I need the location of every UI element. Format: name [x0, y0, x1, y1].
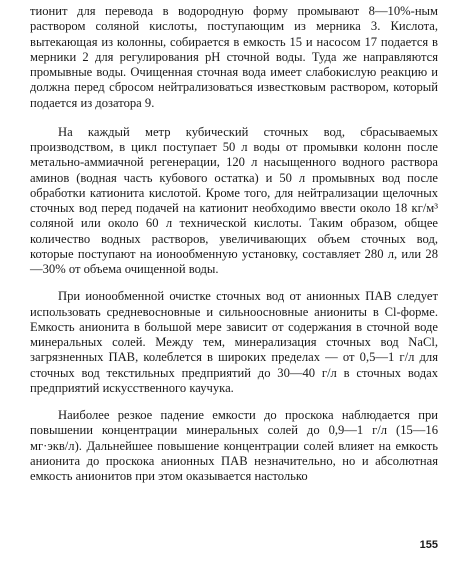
paragraph-water-balance: На каждый метр кубический сточных вод, сбрасываемых производством, в цикл поступает 50 л воды от промывки колонн после метально-аммиачной регенерации, 120 л насыщенного водного раствора аминов (водная часть кубового остатка) и 50 л промывных вод после обработки катионита кислотой. Кроме того, для нейтрализации щелочных сточных вод перед подачей на катионит необходимо ввести около 18 кг/м³ соляной или около 60 л технической кислоты. Таким образом, общее количество водных растворов, увеличивающих объем сточных вод, которые поступают на ионообменную установку, составляет 280 л, или 28—30% от объема очищенной воды. — [30, 124, 438, 276]
paragraph-continuation: тионит для перевода в водородную форму промывают 8—10%-ным раствором соляной кислоты, поступающим из мерника 3. Кислота, вытекающая из колонны, собирается в емкость 15 и насосом 17 подается в мерники 2 для регулирования pH сточной воды. Туда же направляются промывные воды. Очищенная сточная вода имеет слабокислую реакцию и должна перед сбросом нейтрализоваться известковым раствором, который подается из дозатора 9. — [30, 4, 438, 110]
page-body — [30, 4, 438, 484]
paragraph-gap — [30, 396, 438, 408]
paragraph-capacity-drop: Наиболее резкое падение емкости до проскока наблюдается при повышении концентрации минеральных солей до 0,9—1 г/л (15—16 мг·экв/л). Дальнейшее повышение концентрации солей влияет на емкость анионита до проскока анионных ПАВ незначительно, но и абсолютная емкость анионитов при этом оказывается настолько — [30, 408, 438, 483]
paragraph-gap — [30, 277, 438, 289]
page-number: 155 — [419, 539, 438, 551]
paragraph-gap — [30, 111, 438, 125]
paragraph-anion-exchange: При ионообменной очистке сточных вод от анионных ПАВ следует использовать средневосновные и сильноосновные аниониты в Cl-форме. Емкость анионита в большой мере зависит от содержания в сточной воде минеральных солей. Между тем, минерализация сточных вод NaCl, загрязненных ПАВ, колеблется в широких пределах — от 0,5—1 г/л для сточных вод текстильных предприятий до 30—40 г/л в сточных водах предприятий искусственного каучука. — [30, 289, 438, 395]
